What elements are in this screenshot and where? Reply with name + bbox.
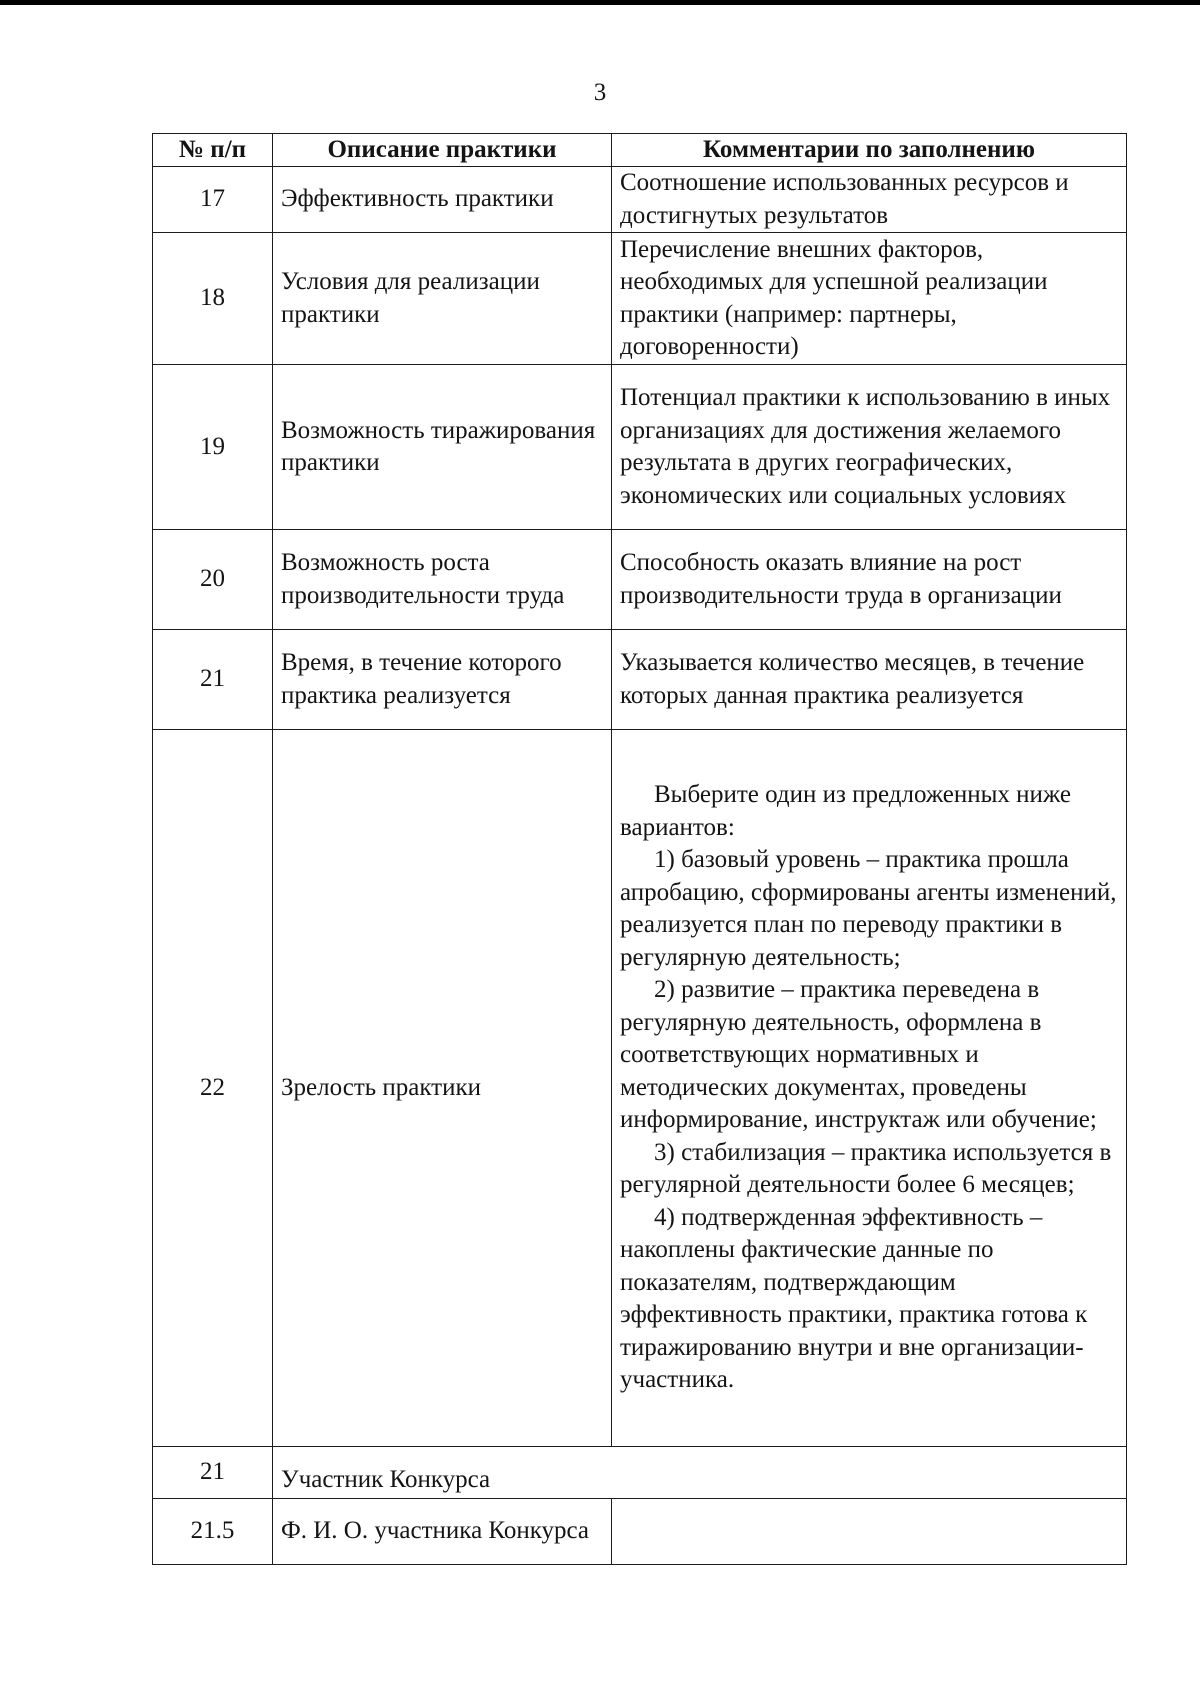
- header-number: № п/п: [153, 134, 273, 167]
- maturity-option-development: 2) развитие – практика переведена в регулярную деятельность, оформлена в соответствующих нормативных и методических документах, проведены информирование, инструктаж или обучение;: [620, 976, 1097, 1134]
- row-comment: Соотношение использованных ресурсов и достигнутых результатов: [612, 167, 1127, 233]
- row-number: 21: [153, 630, 273, 730]
- maturity-option-proven: 4) подтвержденная эффективность – накоплены фактические данные по показателям, подтверждающим эффективность практики, практика готова к тиражированию внутри и вне организации-участника.: [620, 1203, 1088, 1394]
- row-description: Ф. И. О. участника Конкурса: [273, 1499, 612, 1565]
- row-number: 17: [153, 167, 273, 233]
- table-row-maturity: [153, 730, 1127, 1447]
- maturity-option-basic: 1) базовый уровень – практика прошла апробацию, сформированы агенты изменений, реализуется план по переводу практики в регулярную деятельность;: [620, 846, 1117, 971]
- row-number: 22: [153, 730, 273, 1447]
- fio-value-field[interactable]: [612, 1499, 1127, 1565]
- row-number: 21.5: [153, 1499, 273, 1565]
- row-number: 18: [153, 233, 273, 365]
- maturity-options: [612, 730, 1127, 1447]
- table-row: [153, 630, 1127, 730]
- row-description: Возможность тиражирования практики: [273, 365, 612, 530]
- table-row: [153, 233, 1127, 365]
- row-comment: Перечисление внешних факторов, необходимых для успешной реализации практики (например: партнеры, договоренности): [612, 233, 1127, 365]
- row-number: 21: [153, 1447, 273, 1499]
- header-description: Описание практики: [273, 134, 612, 167]
- table-header-row: [153, 134, 1127, 167]
- row-comment: Способность оказать влияние на рост производительности труда в организации: [612, 530, 1127, 630]
- participant-label: Участник Конкурса: [273, 1447, 1127, 1499]
- practice-description-table: [152, 133, 1127, 1565]
- table-row: [153, 167, 1127, 233]
- row-number: 20: [153, 530, 273, 630]
- maturity-option-stabilization: 3) стабилизация – практика используется в регулярной деятельности более 6 месяцев;: [620, 1138, 1112, 1199]
- scan-edge: [0, 0, 1200, 5]
- row-description: Условия для реализации практики: [273, 233, 612, 365]
- row-comment: Указывается количество месяцев, в течение которых данная практика реализуется: [612, 630, 1127, 730]
- table-row-fio: [153, 1499, 1127, 1565]
- table-row: [153, 530, 1127, 630]
- row-description: Время, в течение которого практика реализуется: [273, 630, 612, 730]
- row-description: Возможность роста производительности труда: [273, 530, 612, 630]
- header-comments: Комментарии по заполнению: [612, 134, 1127, 167]
- row-comment: Потенциал практики к использованию в иных организациях для достижения желаемого результата в других географических, экономических или социальных условиях: [612, 365, 1127, 530]
- row-description: Зрелость практики: [273, 730, 612, 1447]
- maturity-intro: Выберите один из предложенных ниже вариантов:: [620, 781, 1071, 841]
- row-number: 19: [153, 365, 273, 530]
- page-number: 3: [593, 79, 607, 106]
- table-row-participant: [153, 1447, 1127, 1499]
- table-row: [153, 365, 1127, 530]
- row-description: Эффективность практики: [273, 167, 612, 233]
